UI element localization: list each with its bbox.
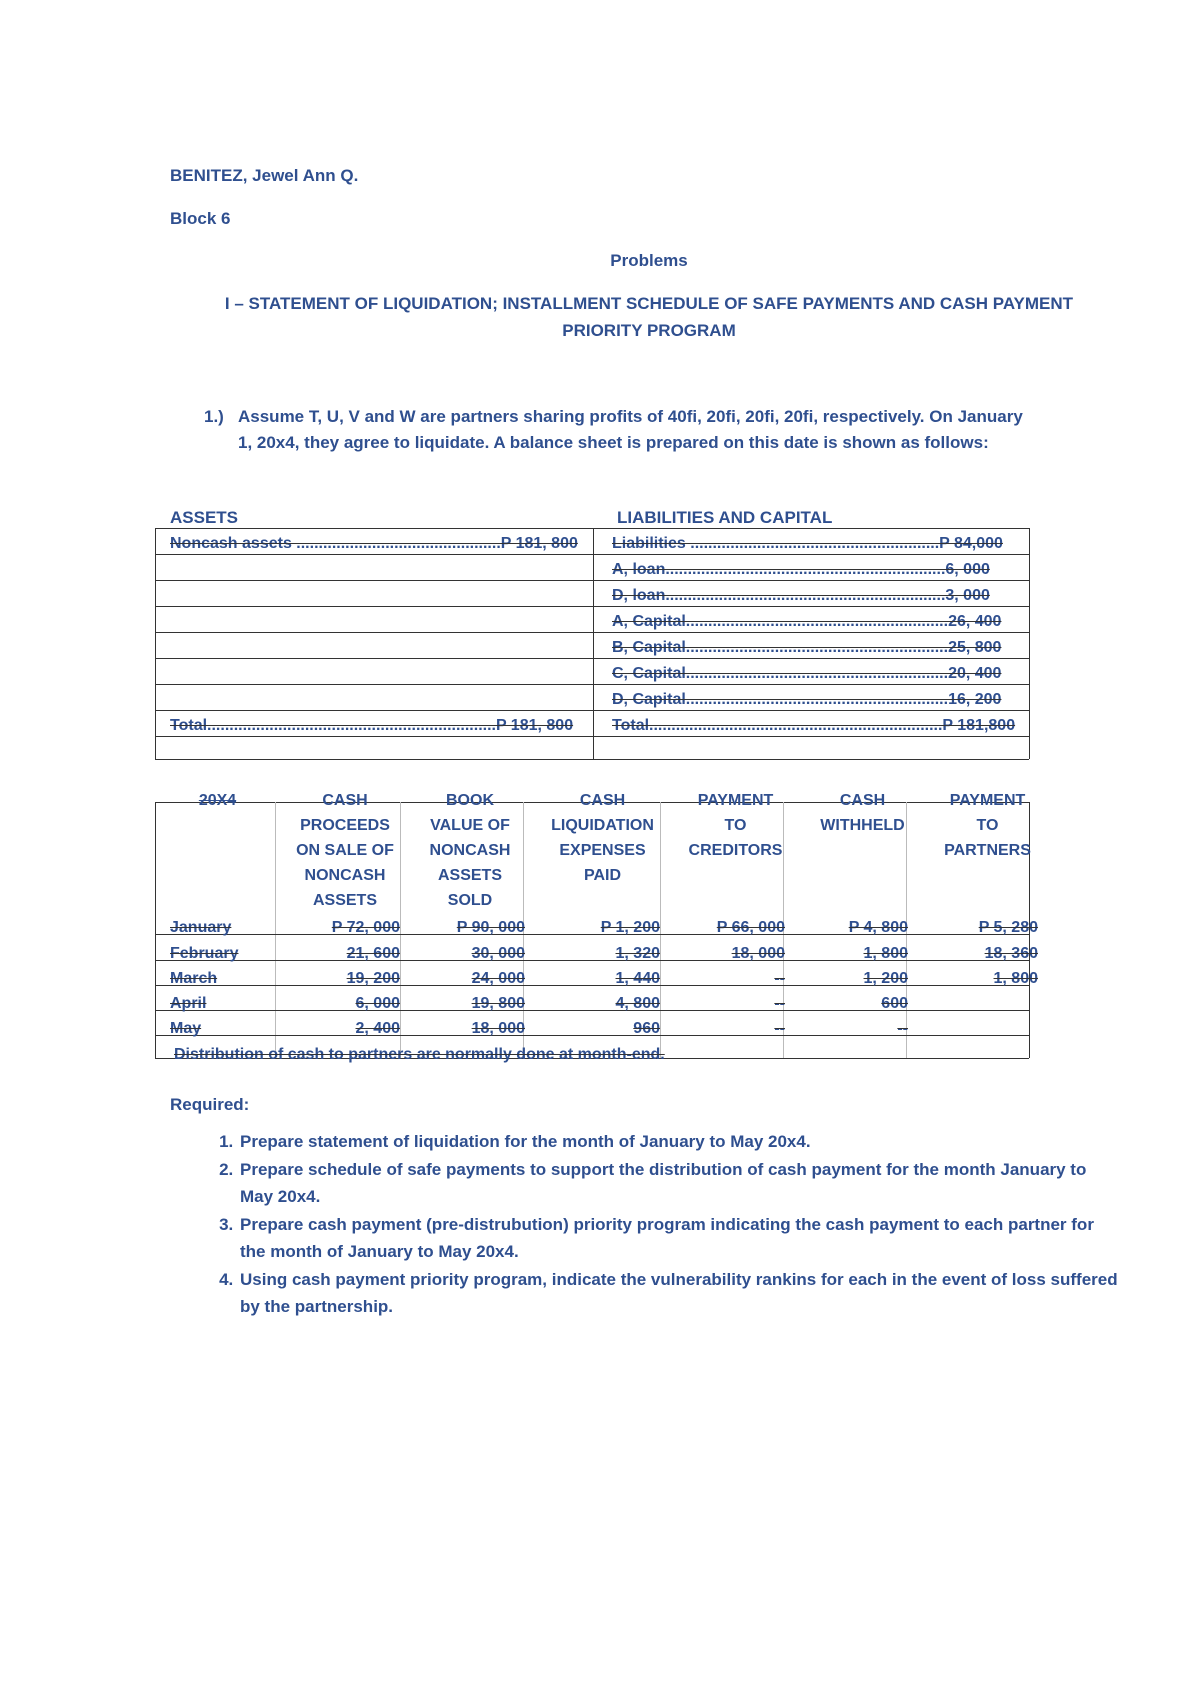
assets-header: ASSETS bbox=[170, 508, 239, 527]
bs-liability-row: D, loan...............................................................3, 000 bbox=[612, 587, 990, 604]
sch-cell: 1, 440 bbox=[615, 970, 660, 987]
sch-cell: 4, 800 bbox=[615, 995, 660, 1012]
sch-border bbox=[155, 802, 156, 1058]
required-item: 3. Prepare cash payment (pre-distrubution) priority program indicating the cash payment to each partner for the month of January to May 20x4. bbox=[238, 1211, 1118, 1265]
sch-month: February bbox=[170, 945, 239, 962]
liabilities-header: LIABILITIES AND CAPITAL bbox=[617, 508, 833, 527]
sch-month: May bbox=[170, 1020, 202, 1037]
sch-cell: -- bbox=[897, 1020, 908, 1037]
required-label: Required: bbox=[170, 1095, 250, 1114]
sch-header-proceeds: CASH PROCEEDS ON SALE OF NONCASH ASSETS bbox=[296, 792, 394, 909]
bs-liability-row: Total..................................................................P 181,800 bbox=[612, 717, 1016, 734]
bs-rule bbox=[155, 710, 1029, 711]
sch-col-divider bbox=[275, 802, 276, 1058]
bs-border-left bbox=[155, 528, 156, 759]
sch-cell: 24, 000 bbox=[471, 970, 525, 987]
bs-rule bbox=[155, 658, 1029, 659]
sch-cell: 18, 360 bbox=[984, 945, 1038, 962]
bs-liability-row: A, loan...............................................................6, 000 bbox=[612, 561, 990, 578]
sch-cell: -- bbox=[774, 970, 785, 987]
problem-text: Assume T, U, V and W are partners sharing profits of 40fi, 20fi, 20fi, 20fi, respectively. On January 1, 20x4, they agree to liquidate. A balance sheet is prepared on this date is shown as follows: bbox=[238, 407, 1023, 452]
sch-header-expenses: CASH LIQUIDATION EXPENSES PAID bbox=[551, 792, 654, 884]
required-item: 2. Prepare schedule of safe payments to support the distribution of cash payment for the month January to May 20x4. bbox=[238, 1156, 1118, 1210]
bs-rule bbox=[155, 606, 1029, 607]
sch-cell: 18, 000 bbox=[471, 1020, 525, 1037]
sch-cell: 30, 000 bbox=[471, 945, 525, 962]
required-item: 4. Using cash payment priority program, indicate the vulnerability rankins for each in the event of loss suffered by the partnership. bbox=[238, 1266, 1118, 1320]
bs-liability-row: C, Capital...........................................................20, 400 bbox=[612, 665, 1002, 682]
bs-rule bbox=[155, 736, 1029, 737]
sch-cell: 1, 800 bbox=[993, 970, 1038, 987]
bs-liability-row: D, Capital...........................................................16, 200 bbox=[612, 691, 1002, 708]
problem-heading-line1: I – STATEMENT OF LIQUIDATION; INSTALLMENT SCHEDULE OF SAFE PAYMENTS AND CASH PAYMENT bbox=[224, 294, 1074, 313]
sch-cell: 960 bbox=[633, 1020, 660, 1037]
sch-month: January bbox=[170, 919, 232, 936]
bs-rule bbox=[155, 580, 1029, 581]
schedule-footnote: Distribution of cash to partners are normally done at month-end. bbox=[174, 1046, 665, 1063]
bs-rule bbox=[155, 554, 1029, 555]
sch-cell: P 4, 800 bbox=[848, 919, 908, 936]
sch-header-year: 20X4 bbox=[198, 792, 237, 809]
sch-cell: P 66, 000 bbox=[716, 919, 785, 936]
sch-header-creditors: PAYMENT TO CREDITORS bbox=[688, 792, 783, 859]
problem-number: 1.) bbox=[204, 407, 224, 426]
required-item: 1. Prepare statement of liquidation for the month of January to May 20x4. bbox=[238, 1128, 1118, 1155]
sch-cell: 19, 200 bbox=[346, 970, 400, 987]
student-name: BENITEZ, Jewel Ann Q. bbox=[170, 166, 359, 185]
bs-rule bbox=[155, 528, 1029, 529]
sch-header-withheld: CASH WITHHELD bbox=[820, 792, 905, 834]
bs-liability-row: A, Capital...........................................................26, 400 bbox=[612, 613, 1002, 630]
section-title: Problems bbox=[610, 251, 688, 270]
bs-divider bbox=[593, 528, 594, 759]
sch-cell: 2, 400 bbox=[355, 1020, 400, 1037]
sch-cell: -- bbox=[774, 995, 785, 1012]
bs-rule bbox=[155, 759, 1029, 760]
problem-heading-line2: PRIORITY PROGRAM bbox=[562, 321, 736, 340]
sch-cell: P 1, 200 bbox=[600, 919, 660, 936]
sch-cell: 21, 600 bbox=[346, 945, 400, 962]
required-list bbox=[170, 1128, 1118, 1321]
bs-liability-row: B, Capital...........................................................25, 800 bbox=[612, 639, 1002, 656]
sch-cell: 1, 800 bbox=[863, 945, 908, 962]
sch-cell: P 90, 000 bbox=[456, 919, 525, 936]
bs-asset-total: Total.................................................................P 181, 800 bbox=[170, 717, 574, 734]
sch-cell: -- bbox=[774, 1020, 785, 1037]
sch-cell: 6, 000 bbox=[355, 995, 400, 1012]
bs-liability-row: Liabilities ........................................................P 84,000 bbox=[612, 535, 1003, 552]
sch-month: April bbox=[170, 995, 207, 1012]
sch-header-partners: PAYMENT TO PARTNERS bbox=[944, 792, 1031, 859]
sch-header-book-value: BOOK VALUE OF NONCASH ASSETS SOLD bbox=[429, 792, 511, 909]
bs-rule bbox=[155, 684, 1029, 685]
bs-asset-noncash: Noncash assets ..............................................P 181, 800 bbox=[170, 535, 578, 552]
sch-cell: 18, 000 bbox=[731, 945, 785, 962]
sch-month: March bbox=[170, 970, 218, 987]
sch-cell: P 72, 000 bbox=[331, 919, 400, 936]
block-label: Block 6 bbox=[170, 209, 231, 228]
bs-border-right bbox=[1029, 528, 1030, 759]
sch-cell: 1, 320 bbox=[615, 945, 660, 962]
sch-cell: 1, 200 bbox=[863, 970, 908, 987]
bs-rule bbox=[155, 632, 1029, 633]
sch-cell: P 5, 280 bbox=[978, 919, 1038, 936]
sch-cell: 600 bbox=[881, 995, 908, 1012]
sch-cell: 19, 800 bbox=[471, 995, 525, 1012]
